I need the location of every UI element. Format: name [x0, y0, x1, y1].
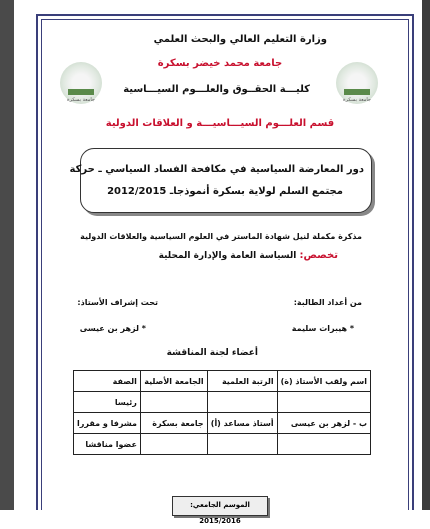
specialty-line — [159, 250, 338, 261]
thesis-title-line1: دور المعارضة السياسية في مكافحة الفساد السياسي ـ حركة — [69, 164, 364, 175]
committee-heading: أعضاء لجنة المناقشة — [166, 348, 258, 358]
thesis-title-box — [69, 148, 372, 213]
supervisor-label: تحت إشراف الأستاذ: — [77, 298, 158, 307]
academic-year-box: الموسم الجامعي: 2015/2016 — [172, 496, 268, 516]
table-row — [74, 392, 371, 413]
table-cell: جامعة بسكرة — [140, 413, 207, 434]
student-label: من أعداد الطالبة: — [293, 298, 362, 307]
column-header: اسم ولقب الأستاذ (ة) — [277, 371, 370, 392]
table-cell — [140, 434, 207, 455]
specialty-value: السياسة العامة والإدارة المحلية — [158, 251, 297, 261]
university-logo-left — [60, 62, 102, 104]
thesis-title-line2: مجتمع السلم لولاية بسكرة أنموذجاـ 2012/2015 — [107, 186, 343, 197]
university-name: جامعة محمد خيضر بسكرة — [157, 58, 283, 69]
committee-table — [73, 370, 371, 455]
logo-bar — [68, 89, 94, 95]
table-cell — [207, 434, 277, 455]
logo-caption: جامعة بسكرة — [343, 97, 371, 103]
faculty-name: كليـــة الحقــوق والعلـــوم السيـــاسية — [123, 84, 310, 95]
table-cell: أستاذ مساعد (أ) — [207, 413, 277, 434]
specialty-label: تخصص: — [299, 250, 338, 261]
table-cell: ب - لزهر بن عيسى — [277, 413, 370, 434]
table-row — [74, 434, 371, 455]
column-header: الجامعة الأصلية — [140, 371, 207, 392]
department-name: قسم العلـــوم السيـــاسيـــة و العلاقات الدولية — [105, 118, 335, 129]
supervisor-name: * لزهر بن عيسى — [79, 324, 146, 333]
table-cell — [277, 392, 370, 413]
table-row — [74, 413, 371, 434]
column-header: الرتبة العلمية — [207, 371, 277, 392]
ministry-title: وزارة التعليم العالي والبحث العلمي — [153, 34, 327, 45]
right-shadow — [422, 0, 430, 510]
left-shadow — [0, 0, 14, 510]
table-header-row — [74, 371, 371, 392]
table-cell — [277, 434, 370, 455]
table-cell: مشرفا و مقررا — [74, 413, 141, 434]
university-logo-right — [336, 62, 378, 104]
column-header: الصفة — [74, 371, 141, 392]
logo-caption: جامعة بسكرة — [67, 97, 95, 103]
logo-bar — [344, 89, 370, 95]
table-cell: رئيسا — [74, 392, 141, 413]
thesis-purpose: مذكرة مكملة لنيل شهادة الماستر في العلوم السياسية والعلاقات الدولية — [80, 232, 362, 241]
table-cell — [140, 392, 207, 413]
table-cell — [207, 392, 277, 413]
student-name: * هيبرات سليمة — [291, 324, 354, 333]
table-cell: عضوا مناقشا — [74, 434, 141, 455]
